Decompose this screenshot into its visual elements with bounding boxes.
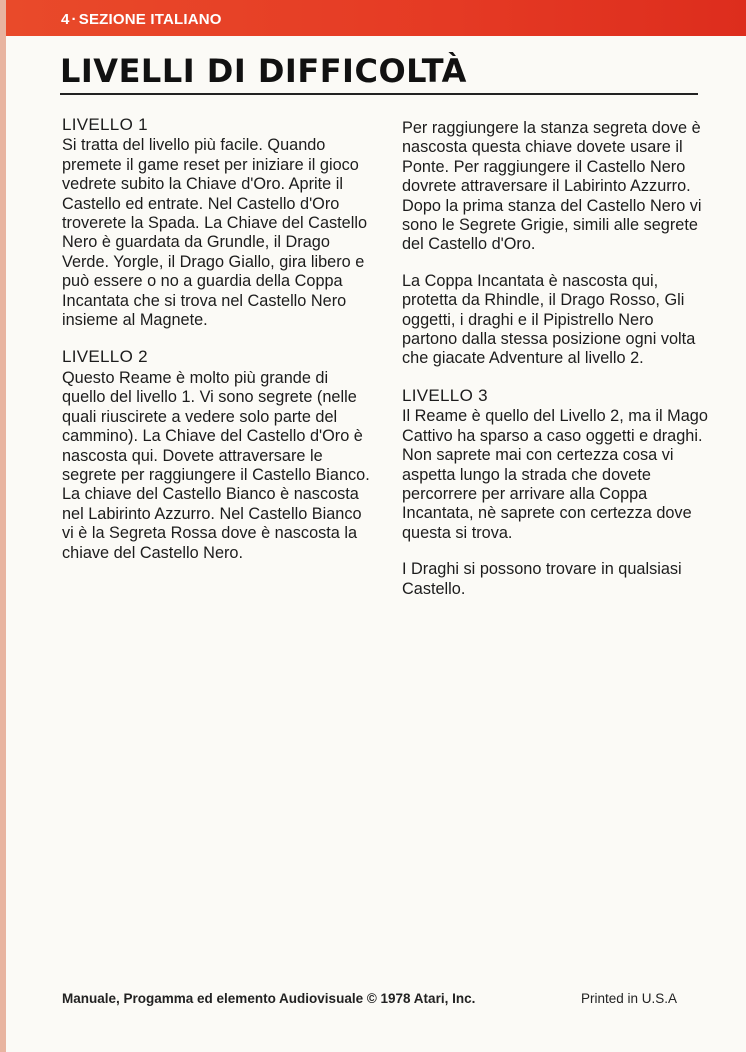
section-label [61, 11, 222, 28]
title-underline [60, 93, 698, 95]
level-2-heading: LIVELLO 2 [62, 347, 148, 367]
game-reset-term: game reset [138, 155, 220, 174]
level-2-paragraph-1: Questo Reame è molto più grande di quello del livello 1. Vi sono segrete (nelle quali riuscirete a vedere solo parte del cammino). La Chiave del Castello d'Oro è nascosta qui. Dovete attraversare le segrete per raggiungere il Castello Bianco. La chiave del Castello Bianco è nascosta nel Labirinto Azzurro. Nel Castello Bianco vi è la Segreta Rossa dove è nascosta la chiave del Castello Nero. [62, 368, 370, 562]
copyright-notice: Manuale, Progamma ed elemento Audiovisuale © 1978 Atari, Inc. [62, 991, 476, 1006]
right-column [402, 115, 712, 616]
printed-in-notice: Printed in U.S.A [581, 991, 678, 1006]
section-header-band [6, 0, 746, 36]
level-2-paragraph-2: Per raggiungere la stanza segreta dove è nascosta questa chiave dovete usare il Ponte. Per raggiungere il Castello Nero dovrete attraversare il Labirinto Azzurro. Dopo la prima stanza del Castello Nero vi sono le Segrete Grigie, simili alle segrete del Castello d'Oro. [402, 119, 702, 254]
level-1-text-b: per iniziare il gioco vedrete subito la Chiave d'Oro. Aprite il Castello ed entrate. Nel Castello d'Oro troverete la Spada. La Chiave del Castello Nero è guardata da Grundle, il Drago Verde. Yorgle, il Drago Giallo, gira libero e può essere o no a guardia della Coppa Incantata che si trova nel Castello Nero insieme al Magnete. [62, 155, 368, 330]
section-name: SEZIONE ITALIANO [78, 11, 222, 28]
level-3-paragraph-1: Il Reame è quello del Livello 2, ma il Mago Cattivo ha sparso a caso oggetti e draghi. Non saprete mai con certezza cosa vi aspetta lungo la strada che dovete percorrere per arrivare alla Coppa Incantata, nè saprete con certezza dove questa si trova. [402, 407, 708, 542]
left-edge-strip [0, 0, 6, 1052]
level-2-paragraph-3: La Coppa Incantata è nascosta qui, protetta da Rhindle, il Drago Rosso, Gli oggetti, i draghi e il Pipistrello Nero partono dalla stessa posizione ogni volta che giacate Adventure al livello 2. [402, 271, 696, 368]
level-1-text [62, 136, 372, 330]
left-column [62, 115, 372, 580]
page-number: 4 [61, 11, 70, 28]
level-3-heading: LIVELLO 3 [402, 385, 488, 405]
header-separator: · [71, 11, 77, 28]
level-3-paragraph-2: I Draghi si possono trovare in qualsiasi Castello. [402, 560, 682, 598]
level-1-heading: LIVELLO 1 [62, 115, 148, 134]
level-1-text-a: Si tratta del livello più facile. Quando premete il [62, 136, 326, 174]
page-title: LIVELLI DI DIFFICOLTÀ [60, 52, 467, 90]
